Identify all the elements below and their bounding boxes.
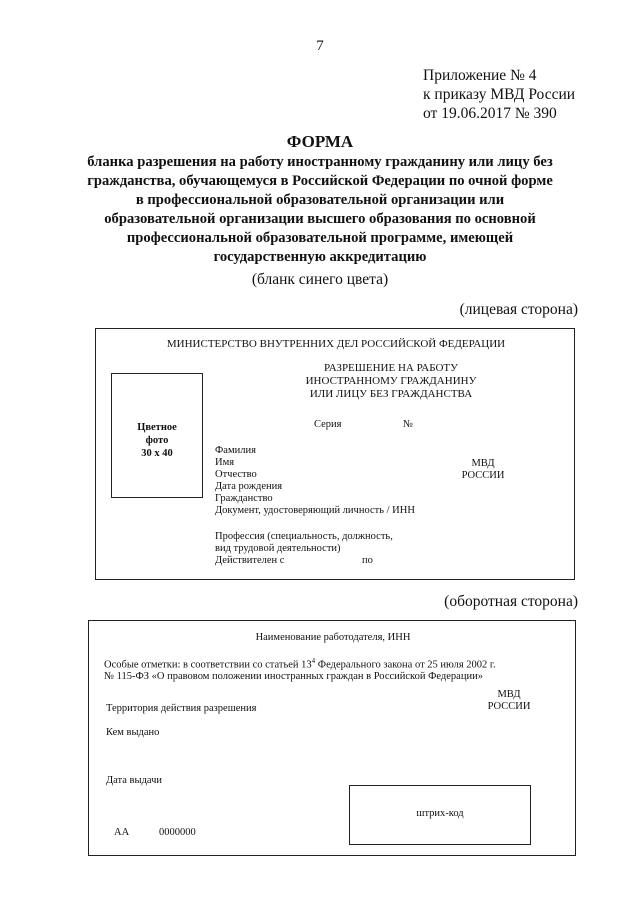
barcode-box bbox=[349, 785, 531, 845]
field-valid-to: по bbox=[362, 555, 373, 566]
field-profession-line: вид трудовой деятельности) bbox=[215, 543, 341, 554]
field-patronymic: Отчество bbox=[215, 469, 257, 480]
appendix-line: к приказу МВД России bbox=[423, 86, 576, 103]
subtitle-line: образовательной организации высшего образования по основной bbox=[104, 211, 536, 227]
subtitle-line: гражданства, обучающемуся в Российской Федерации по очной форме bbox=[87, 173, 553, 189]
permit-title-line: ИНОСТРАННОМУ ГРАЖДАНИНУ bbox=[305, 375, 477, 387]
barcode-label: штрих-код bbox=[416, 808, 464, 819]
notes-line-2: № 115-ФЗ «О правовом положении иностранных граждан в Российской Федерации» bbox=[104, 671, 483, 682]
field-surname: Фамилия bbox=[215, 445, 256, 456]
subtitle-line: профессиональной образовательной программе, имеющей bbox=[126, 230, 514, 246]
issued-by-label: Кем выдано bbox=[106, 727, 160, 738]
photo-label-line: 30 х 40 bbox=[141, 448, 173, 459]
mvd-stamp bbox=[448, 458, 518, 482]
ministry-name: МИНИСТЕРСТВО ВНУТРЕННИХ ДЕЛ РОССИЙСКОЙ ФЕДЕРАЦИИ bbox=[166, 338, 506, 350]
field-profession-line: Профессия (специальность, должность, bbox=[215, 531, 393, 542]
stamp-line: РОССИИ bbox=[487, 701, 531, 712]
form-title: ФОРМА bbox=[286, 132, 354, 151]
photo-label-line: Цветное bbox=[137, 422, 177, 433]
color-note: (бланк синего цвета) bbox=[251, 271, 389, 288]
stamp-line: РОССИИ bbox=[461, 470, 505, 481]
field-birth-date: Дата рождения bbox=[215, 481, 283, 492]
employer-label: Наименование работодателя, ИНН bbox=[255, 632, 411, 643]
notes-text-end: Федерального закона от 25 июля 2002 г. bbox=[315, 659, 496, 671]
subtitle-line: государственную аккредитацию bbox=[213, 249, 427, 265]
notes-superscript: 4 bbox=[311, 657, 316, 665]
appendix-line: Приложение № 4 bbox=[423, 67, 537, 84]
issue-date-label: Дата выдачи bbox=[106, 775, 163, 786]
blank-series: АА bbox=[114, 827, 130, 838]
appendix-reference bbox=[423, 66, 575, 123]
field-id-document: Документ, удостоверяющий личность / ИНН bbox=[215, 505, 415, 516]
blank-number: 0000000 bbox=[159, 827, 196, 838]
series-label: Серия bbox=[314, 419, 342, 430]
mvd-stamp-back bbox=[459, 689, 559, 713]
subtitle-line: бланка разрешения на работу иностранному гражданину или лицу без bbox=[87, 154, 553, 170]
field-name: Имя bbox=[215, 457, 235, 468]
field-valid-from: Действителен с bbox=[215, 555, 285, 566]
permit-back-side bbox=[88, 620, 576, 856]
permit-title-line: РАЗРЕШЕНИЕ НА РАБОТУ bbox=[324, 362, 458, 374]
stamp-line: МВД bbox=[471, 458, 495, 469]
notes-text: Особые отметки: в соответствии со статьей 13 bbox=[104, 659, 312, 671]
territory-label: Территория действия разрешения bbox=[106, 703, 257, 714]
subtitle-line: в профессиональной образовательной организации или bbox=[135, 192, 505, 208]
back-side-label: (оборотная сторона) bbox=[444, 593, 578, 610]
profession-field bbox=[215, 531, 393, 555]
stamp-line: МВД bbox=[497, 689, 521, 700]
photo-placeholder bbox=[111, 373, 203, 498]
permit-title-line: ИЛИ ЛИЦУ БЕЗ ГРАЖДАНСТВА bbox=[309, 388, 473, 400]
number-label: № bbox=[403, 419, 414, 430]
page-number: 7 bbox=[316, 38, 324, 54]
field-citizenship: Гражданство bbox=[215, 493, 273, 504]
form-subtitle bbox=[70, 153, 570, 267]
holder-fields bbox=[215, 445, 415, 517]
appendix-line: от 19.06.2017 № 390 bbox=[423, 105, 557, 122]
photo-label-line: фото bbox=[145, 435, 169, 446]
special-notes bbox=[104, 657, 496, 671]
permit-front-side bbox=[95, 328, 575, 580]
permit-title bbox=[286, 362, 496, 401]
front-side-label: (лицевая сторона) bbox=[459, 301, 578, 318]
